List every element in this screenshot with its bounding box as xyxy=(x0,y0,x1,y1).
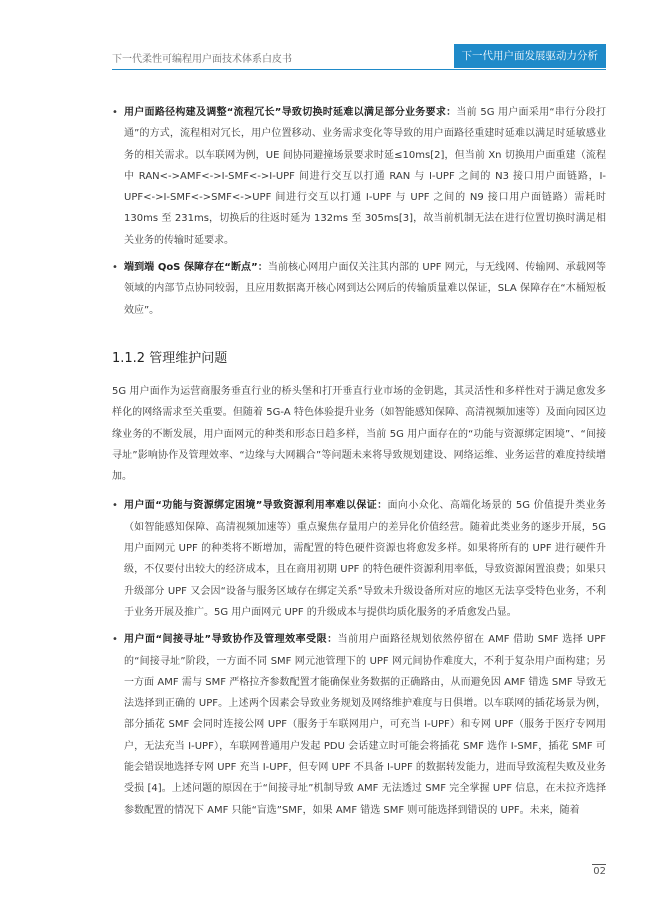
footer-divider xyxy=(592,864,606,865)
bullet-icon: • xyxy=(112,262,118,274)
page-content xyxy=(112,102,606,827)
list-item xyxy=(112,257,606,321)
bullet-icon: • xyxy=(112,634,118,646)
bullet-heading: 用户面“间接寻址”导致协作及管理效率受限： xyxy=(124,634,338,646)
list-item xyxy=(112,629,606,821)
page-number: 02 xyxy=(593,866,606,877)
bullet-heading: 端到端 QoS 保障存在“断点”： xyxy=(124,262,268,274)
bullet-text: 当前 5G 用户面采用“串行分段打通”的方式，流程相对冗长，用户位置移动、业务需求变化等导致的用户面路径重建时延难以满足时延敏感业务的相关需求。以车联网为例，UE 间协同避撞场景要求时延≤10ms[2]，但当前 Xn 切换用户面重建（流程中 RAN<->AMF<->I-SMF<->I-UPF 间进行交互以打通 RAN 与 I-UPF 之间的 N3 接口用户面链路，I-UPF<->I-SMF<->SMF<->UPF 间进行交互以打通 I-UPF 与 UPF 之间的 N9 接口用户面链路）需耗时 130ms 至 231ms，切换后的往返时延为 132ms 至 305ms[3]，故当前机制无法在进行位置切换时满足相关业务的传输时延要求。 xyxy=(124,107,606,246)
bullet-text: 面向小众化、高端化场景的 5G 价值提升类业务（如智能感知保障、高清视频加速等）重点聚焦存量用户的差异化价值经营。随着此类业务的逐步开展，5G 用户面网元 UPF 的种类将不断增加，需配置的特色硬件资源也将愈发多样。如果将所有的 UPF 进行硬件升级，不仅要付出较大的经济成本，且在商用初期 UPF 的特色硬件资源利用率低，导致资源闲置浪费；如果只升级部分 UPF 又会因“设备与服务区域存在绑定关系”导致未升级设备所对应的地区无法享受特色业务，不利于业务开展及推广。5G 用户面网元 UPF 的升级成本与提供均质化服务的矛盾愈发凸显。 xyxy=(124,500,606,618)
bullet-icon: • xyxy=(112,107,118,118)
list-item xyxy=(112,495,606,623)
section-title: 1.1.2 管理维护问题 xyxy=(112,350,228,366)
bullet-text: 当前核心网用户面仅关注其内部的 UPF 网元，与无线网、传输网、承载网等领域的内部节点协同较弱，且应用数据离开核心网到达公网后的传输质量难以保证，SLA 保障存在“木桶短板效应”。 xyxy=(124,262,606,316)
bullet-heading: 用户面路径构建及调整“流程冗长”导致切换时延难以满足部分业务要求： xyxy=(124,107,457,118)
bullet-icon: • xyxy=(112,500,118,512)
section-intro: 5G 用户面作为运营商服务垂直行业的桥头堡和打开垂直行业市场的金钥匙，其灵活性和多样性对于满足愈发多样化的网络需求至关重要。但随着 5G-A 特色体验提升业务（如智能感知保障、高清视频加速等）及面向园区边缘业务的不断发展，用户面网元的种类和形态日趋多样，当前 5G 用户面存在的“功能与资源绑定困境”、“间接寻址”影响协作及管理效率、“边缘与大网耦合”等问题未来将导致规划建设、网络运维、业务运营的难度持续增加。 xyxy=(112,385,606,483)
bullet-heading: 用户面“功能与资源绑定困境”导致资源利用率难以保证： xyxy=(124,500,388,512)
document-title: 下一代柔性可编程用户面技术体系白皮书 xyxy=(112,54,292,65)
list-item xyxy=(112,102,606,251)
header-divider xyxy=(112,69,606,70)
chapter-tag: 下一代用户面发展驱动力分析 xyxy=(454,44,607,68)
page-header xyxy=(112,44,606,70)
bullet-text: 当前用户面路径规划依然停留在 AMF 借助 SMF 选择 UPF 的“间接寻址”阶段，一方面不同 SMF 网元池管理下的 UPF 网元间协作难度大，不利于复杂用户面构建；另一方面 AMF 需与 SMF 严格拉齐参数配置才能确保业务数据的正确路由，从而避免因 AMF 错选 SMF 导致无法选择到正确的 UPF。上述两个因素会导致业务规划及网络维护难度与日俱增。以车联网的插花场景为例，部分插花 SMF 会同时连接公网 UPF（服务于车联网用户，可充当 I-UPF）和专网 UPF（服务于医疗专网用户，无法充当 I-UPF），车联网普通用户发起 PDU 会话建立时可能会将插花 SMF 选作 I-SMF，插花 SMF 可能会错误地选择专网 UPF 充当 I-UPF，但专网 UPF 不具备 I-UPF 的数据转发能力，进而导致流程失败及业务受损 [4]。上述问题的原因在于“间接寻址”机制导致 AMF 无法透过 SMF 完全掌握 UPF 信息，在未拉齐选择参数配置的情况下 AMF 只能“盲选”SMF，如果 AMF 错选 SMF 则可能选择到错误的 UPF。未来，随着 xyxy=(124,634,606,816)
